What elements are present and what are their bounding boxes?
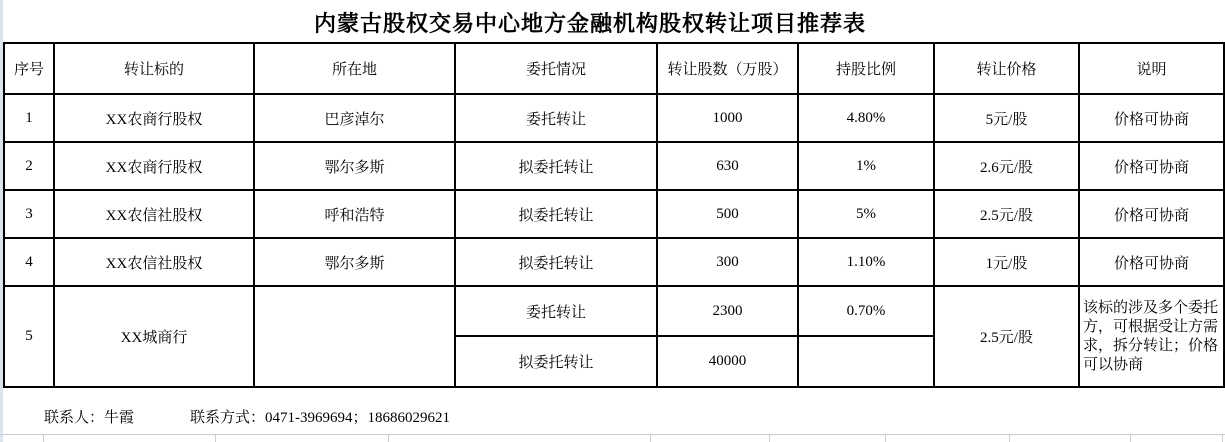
col-header-entrust[interactable]: 委托情况 bbox=[455, 43, 657, 94]
cell-ratio[interactable] bbox=[798, 336, 934, 387]
cell-price[interactable]: 2.5元/股 bbox=[934, 190, 1079, 238]
col-header-price[interactable]: 转让价格 bbox=[934, 43, 1079, 94]
col-header-serial[interactable]: 序号 bbox=[4, 43, 54, 94]
recommendation-table bbox=[3, 42, 1225, 388]
cell-price[interactable]: 5元/股 bbox=[934, 94, 1079, 142]
cell-serial[interactable]: 2 bbox=[4, 142, 54, 190]
cell-entrust[interactable]: 拟委托转让 bbox=[455, 190, 657, 238]
sheet-gridline-stub bbox=[1009, 434, 1010, 442]
cell-serial[interactable]: 1 bbox=[4, 94, 54, 142]
sheet-gridline-stub bbox=[43, 434, 44, 442]
cell-location[interactable]: 巴彦淖尔 bbox=[254, 94, 455, 142]
cell-entrust[interactable]: 拟委托转让 bbox=[455, 238, 657, 286]
table-row bbox=[4, 142, 1224, 190]
cell-serial[interactable]: 3 bbox=[4, 190, 54, 238]
table-row bbox=[4, 238, 1224, 286]
table-row bbox=[4, 190, 1224, 238]
col-header-note[interactable]: 说明 bbox=[1079, 43, 1224, 94]
cell-location[interactable] bbox=[254, 286, 455, 387]
cell-entrust[interactable]: 委托转让 bbox=[455, 286, 657, 336]
cell-price[interactable]: 2.5元/股 bbox=[934, 286, 1079, 387]
cell-note[interactable]: 价格可协商 bbox=[1079, 142, 1224, 190]
sheet-gridline-stub bbox=[650, 434, 651, 442]
sheet-gridline-stub bbox=[885, 434, 886, 442]
cell-shares[interactable]: 500 bbox=[657, 190, 798, 238]
cell-location[interactable]: 鄂尔多斯 bbox=[254, 238, 455, 286]
cell-subject[interactable]: XX农信社股权 bbox=[54, 190, 254, 238]
cell-entrust[interactable]: 拟委托转让 bbox=[455, 142, 657, 190]
cell-shares[interactable]: 2300 bbox=[657, 286, 798, 336]
page-title: 内蒙古股权交易中心地方金融机构股权转让项目推荐表 bbox=[313, 11, 866, 36]
cell-shares[interactable]: 40000 bbox=[657, 336, 798, 387]
col-header-location[interactable]: 所在地 bbox=[254, 43, 455, 94]
cell-subject[interactable]: XX农商行股权 bbox=[54, 142, 254, 190]
cell-shares[interactable]: 300 bbox=[657, 238, 798, 286]
table-row bbox=[4, 94, 1224, 142]
sheet-gridline-stub bbox=[388, 434, 389, 442]
cell-price[interactable]: 2.6元/股 bbox=[934, 142, 1079, 190]
cell-entrust[interactable]: 拟委托转让 bbox=[455, 336, 657, 387]
cell-subject[interactable]: XX农信社股权 bbox=[54, 238, 254, 286]
cell-subject[interactable]: XX农商行股权 bbox=[54, 94, 254, 142]
cell-entrust[interactable]: 委托转让 bbox=[455, 94, 657, 142]
cell-note[interactable]: 价格可协商 bbox=[1079, 238, 1224, 286]
sheet-gridline-stub bbox=[769, 434, 770, 442]
contact-phone: 联系方式：0471-3969694；18686029621 bbox=[190, 410, 451, 426]
cell-note[interactable]: 该标的涉及多个委托方，可根据受让方需求，拆分转让；价格可以协商 bbox=[1079, 286, 1224, 387]
cell-ratio[interactable]: 1% bbox=[798, 142, 934, 190]
cell-ratio[interactable]: 4.80% bbox=[798, 94, 934, 142]
cell-subject[interactable]: XX城商行 bbox=[54, 286, 254, 387]
cell-price[interactable]: 1元/股 bbox=[934, 238, 1079, 286]
header-row bbox=[4, 43, 1224, 94]
cell-ratio[interactable]: 0.70% bbox=[798, 286, 934, 336]
cell-ratio[interactable]: 5% bbox=[798, 190, 934, 238]
sheet-gridline-stub bbox=[1222, 434, 1223, 442]
sheet-gridline-stub bbox=[1130, 434, 1131, 442]
cell-location[interactable]: 鄂尔多斯 bbox=[254, 142, 455, 190]
cell-serial[interactable]: 5 bbox=[4, 286, 54, 387]
cell-location[interactable]: 呼和浩特 bbox=[254, 190, 455, 238]
col-header-ratio[interactable]: 持股比例 bbox=[798, 43, 934, 94]
cell-ratio[interactable]: 1.10% bbox=[798, 238, 934, 286]
contact-info-row bbox=[0, 400, 1225, 433]
cell-note[interactable]: 价格可协商 bbox=[1079, 190, 1224, 238]
cell-shares[interactable]: 1000 bbox=[657, 94, 798, 142]
sheet-gridline bbox=[0, 434, 1225, 435]
col-header-subject[interactable]: 转让标的 bbox=[54, 43, 254, 94]
cell-serial[interactable]: 4 bbox=[4, 238, 54, 286]
sheet-gridline-stub bbox=[215, 434, 216, 442]
col-header-shares[interactable]: 转让股数（万股） bbox=[657, 43, 798, 94]
table-row bbox=[4, 286, 1224, 336]
cell-note[interactable]: 价格可协商 bbox=[1079, 94, 1224, 142]
cell-shares[interactable]: 630 bbox=[657, 142, 798, 190]
contact-person: 联系人：牛霞 bbox=[44, 410, 135, 426]
